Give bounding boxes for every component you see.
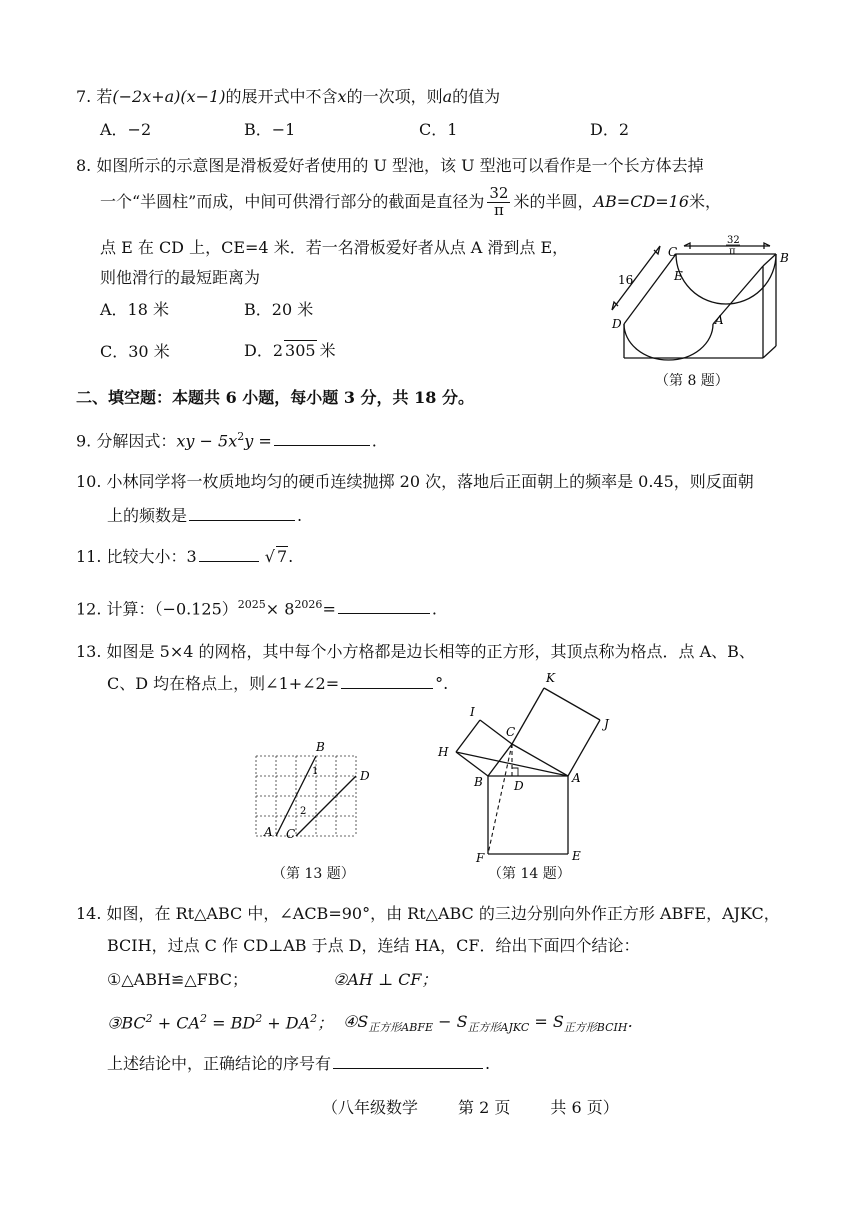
- q14-label-h: H: [438, 745, 449, 759]
- q8-line-4: 则他滑行的最短距离为: [100, 268, 261, 287]
- footer-page: 第 2 页: [458, 1098, 511, 1117]
- q14-squares-figure: [434, 664, 624, 864]
- q7-option-d: D．2: [590, 120, 630, 139]
- q14-conclusion-4: $④S_{正方形ABFE} - S_{正方形AJKC} = S_{正方形BCIH}$．: [343, 1012, 644, 1035]
- q8-number: 8.: [76, 156, 92, 175]
- q13-label-c: C: [286, 827, 296, 841]
- q8-option-d-radical: 305: [285, 341, 316, 360]
- page-footer: [322, 1098, 619, 1117]
- q13-caption: （第 13 题）: [272, 866, 355, 882]
- q8-line-1: 8. 如图所示的示意图是滑板爱好者使用的 U 型池，该 U 型池可以看作是一个长方体去掉: [76, 156, 704, 175]
- q7-expression: (−2x+a)(x−1): [112, 87, 226, 106]
- footer-total: 共 6 页）: [550, 1098, 619, 1117]
- q14-label-j: J: [604, 717, 609, 731]
- q8-label-c: C: [668, 245, 678, 259]
- q13-label-d: D: [360, 769, 370, 783]
- q13-label-b: B: [316, 740, 325, 754]
- q14-answer-blank: [333, 1067, 483, 1069]
- q8-top-fraction-num: 32: [727, 235, 740, 246]
- q9-number: 9.: [76, 431, 92, 451]
- q8-diameter-fraction: $\frac{32}{\pi}$: [489, 184, 509, 219]
- q13-angle-2: 2: [300, 806, 307, 817]
- q8-caption: （第 8 题）: [655, 373, 729, 389]
- q8-line-3: 点 E 在 CD 上，CE=4 米．若一名滑板爱好者从点 A 滑到点 E，: [100, 238, 569, 257]
- q7-stem: 7. 若(−2x+a)(x−1)的展开式中不含x的一次项，则a的值为: [76, 87, 501, 106]
- q10-number: 10.: [76, 472, 102, 491]
- q11-radical: 7: [276, 547, 288, 566]
- section-2-title: 二、填空题：本题共 6 小题，每小题 3 分，共 18 分。: [76, 388, 474, 407]
- q13-grid-figure: [246, 736, 386, 846]
- q8-label-a: A: [715, 313, 724, 327]
- footer-subject: （八年级数学: [322, 1098, 419, 1117]
- q13-answer-blank: [341, 687, 433, 689]
- q14-conclusion-3: $③BC^2 + CA^2 = BD^2 + DA^2$；: [107, 1012, 334, 1033]
- q11-number: 11.: [76, 547, 102, 566]
- q14-label-e: E: [572, 849, 581, 863]
- q14-label-f: F: [476, 851, 485, 864]
- q12-answer-blank: [338, 612, 430, 614]
- q14-conclusion-1: ①△ABH≌△FBC；: [107, 970, 249, 989]
- q13-number: 13.: [76, 642, 102, 661]
- q14-caption: （第 14 题）: [488, 866, 571, 882]
- q13-label-a: A: [264, 825, 273, 839]
- q8-top-fraction-den: π: [729, 246, 736, 257]
- q9-answer-blank: [274, 444, 370, 446]
- q8-option-d: D．2 305 米: [244, 341, 336, 360]
- q10-answer-blank: [189, 519, 295, 521]
- q8-option-a: A．18 米: [100, 300, 170, 319]
- q8-label-b: B: [780, 251, 789, 265]
- q7-option-c: C．1: [419, 120, 458, 139]
- q7-number: 7.: [76, 87, 92, 106]
- q10-line-1: 10. 小林同学将一枚质地均匀的硬币连续抛掷 20 次，落地后正面朝上的频率是 0.45，则反面朝: [76, 472, 754, 491]
- q11-answer-blank: [199, 560, 259, 562]
- q10-line-2: 上的频数是 .: [107, 506, 303, 525]
- q7-option-b: B．−1: [244, 120, 296, 139]
- q8-line-2: 一个“半圆柱”而成，中间可供滑行部分的截面是直径为 $\frac{32}{\pi}$ 米的半圆，AB=CD=16米，: [100, 184, 722, 219]
- q14-label-d: D: [514, 779, 524, 793]
- q14-line-1: 14. 如图，在 Rt△ABC 中，∠ACB=90°，由 Rt△ABC 的三边分别向外作正方形 ABFE，AJKC，: [76, 904, 780, 923]
- q8-label-d: D: [612, 317, 622, 331]
- q8-u-pool-figure: [598, 232, 798, 372]
- q14-label-i: I: [470, 705, 475, 719]
- q7-option-a: A．−2: [100, 120, 152, 139]
- q11: 11. 比较大小：3 √ 7.: [76, 547, 294, 566]
- q13-line-1: 13. 如图是 5×4 的网格，其中每个小方格都是边长相等的正方形，其顶点称为格点．点 A、B、: [76, 642, 755, 661]
- q12: 12. 计算：$(-0.125)^{2025}\times 8^{2026}=$ .: [76, 598, 437, 619]
- q14-label-k: K: [546, 671, 555, 685]
- q14-label-a: A: [572, 771, 581, 785]
- q13-angle-1: 1: [312, 766, 319, 777]
- q8-option-c: C．30 米: [100, 342, 170, 361]
- q14-label-b: B: [474, 775, 483, 789]
- q13-line-2: C、D 均在格点上，则∠1+∠2= °.: [107, 674, 449, 693]
- q8-label-e: E: [674, 269, 683, 283]
- q14-conclusion-2: ②AH ⊥ CF；: [333, 970, 438, 989]
- q9: 9. 分解因式：xy − $5x^2y$ = .: [76, 430, 377, 451]
- q14-last-line: 上述结论中，正确结论的序号有 .: [107, 1054, 491, 1073]
- q14-line-2: BCIH，过点 C 作 CD⊥AB 于点 D，连结 HA，CF．给出下面四个结论：: [107, 936, 640, 955]
- q8-length-16: 16: [618, 273, 634, 287]
- q12-number: 12.: [76, 599, 102, 619]
- q8-option-b: B．20 米: [244, 300, 314, 319]
- q14-label-c: C: [506, 725, 516, 739]
- q14-number: 14.: [76, 904, 102, 923]
